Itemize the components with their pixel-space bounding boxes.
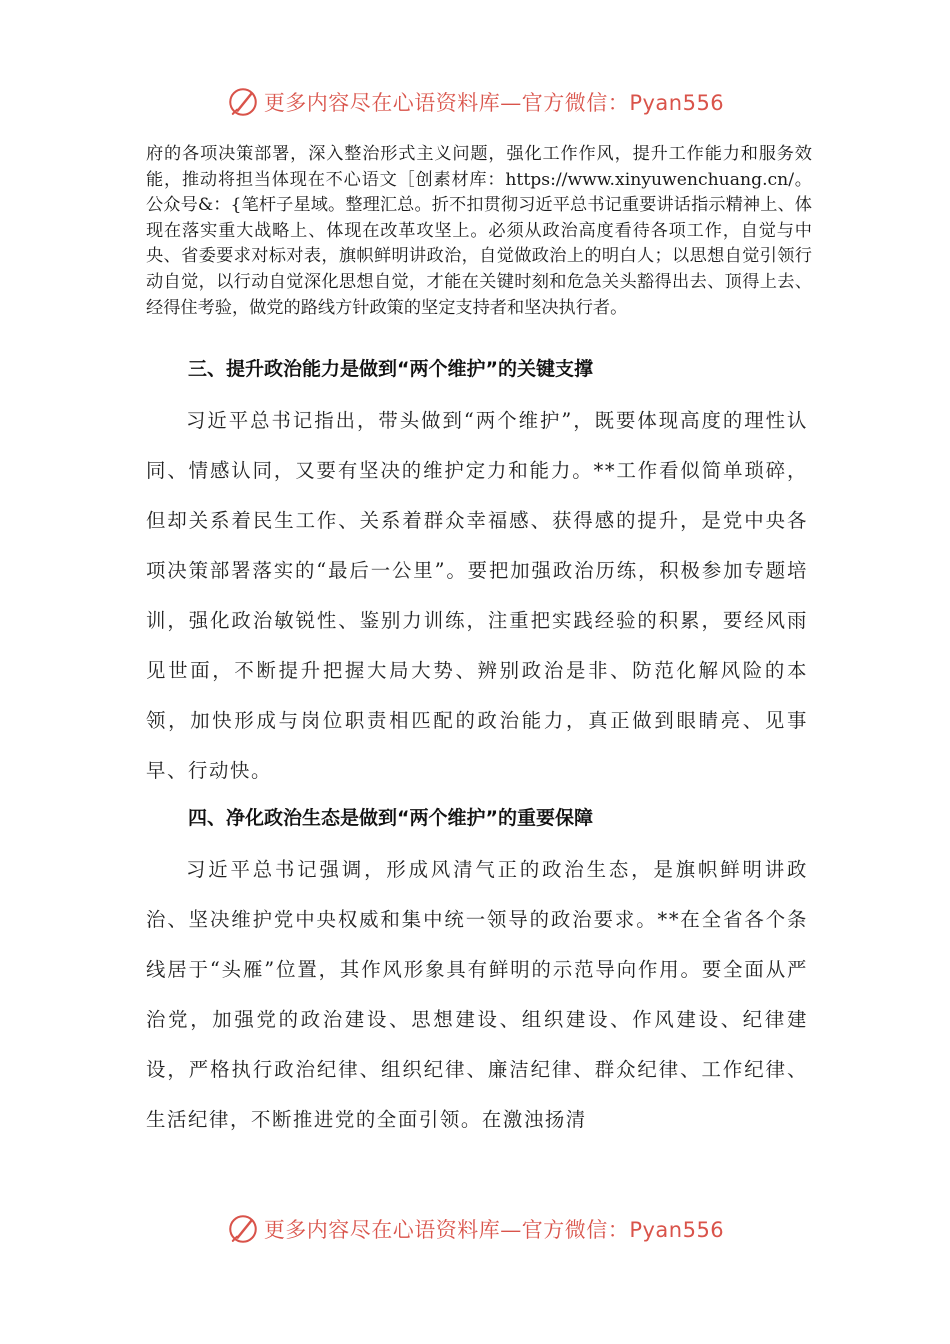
footer-watermark: [0, 1207, 950, 1251]
continuation-paragraph: 府的各项决策部署，深入整治形式主义问题，强化工作作风，提升工作能力和服务效能，推动将担当体现在不心语文［创素材库：https://www.xinyuwenchuang.cn/。公众号&：{笔杆子星域。整理汇总。折不扣贯彻习近平总书记重要讲话指示精神上、体现在落实重大战略上、体现在改革攻坚上。必须从政治高度看待各项工作，自觉与中央、省委要求对标对表，旗帜鲜明讲政治，自觉做政治上的明白人；以思想自觉引领行动自觉，以行动自觉深化思想自觉，才能在关键时刻和危急关头豁得出去、顶得上去、经得住考验，做党的路线方针政策的坚定支持者和坚决执行者。: [146, 144, 812, 318]
quill-pen-icon: [226, 85, 260, 119]
watermark-text-cn: 更多内容尽在心语资料库—官方微信：: [263, 91, 630, 115]
continuation-block: [146, 142, 812, 321]
watermark-wechat-id: Pyan556: [629, 1218, 725, 1242]
section-4-heading: 四、净化政治生态是做到“两个维护”的重要保障: [188, 807, 593, 829]
section-4-paragraph: 习近平总书记强调，形成风清气正的政治生态，是旗帜鲜明讲政治、坚决维护党中央权威和集中统一领导的政治要求。**在全省各个条线居于“头雁”位置，其作风形象具有鲜明的示范导向作用。要全面从严治党，加强党的政治建设、思想建设、组织建设、作风建设、纪律建设，严格执行政治纪律、组织纪律、廉洁纪律、群众纪律、工作纪律、生活纪律，不断推进党的全面引领。在激浊扬清: [146, 858, 808, 1131]
section-3-heading: 三、提升政治能力是做到“两个维护”的关键支撑: [188, 358, 593, 380]
watermark-text: [264, 1214, 724, 1244]
quill-pen-icon: [226, 1212, 260, 1246]
watermark-text-cn: 更多内容尽在心语资料库—官方微信：: [263, 1218, 630, 1242]
section-3-paragraph: 习近平总书记指出，带头做到“两个维护”，既要体现高度的理性认同、情感认同，又要有坚决的维护定力和能力。**工作看似简单琐碎，但却关系着民生工作、关系着群众幸福感、获得感的提升，是党中央各项决策部署落实的“最后一公里”。要把加强政治历练，积极参加专题培训，强化政治敏锐性、鉴别力训练，注重把实践经验的积累，要经风雨见世面，不断提升把握大局大势、辨别政治是非、防范化解风险的本领，加快形成与岗位职责相匹配的政治能力，真正做到眼睛亮、见事早、行动快。: [146, 409, 808, 782]
watermark-text: [264, 87, 724, 117]
watermark-wechat-id: Pyan556: [629, 91, 725, 115]
header-watermark: [0, 80, 950, 124]
